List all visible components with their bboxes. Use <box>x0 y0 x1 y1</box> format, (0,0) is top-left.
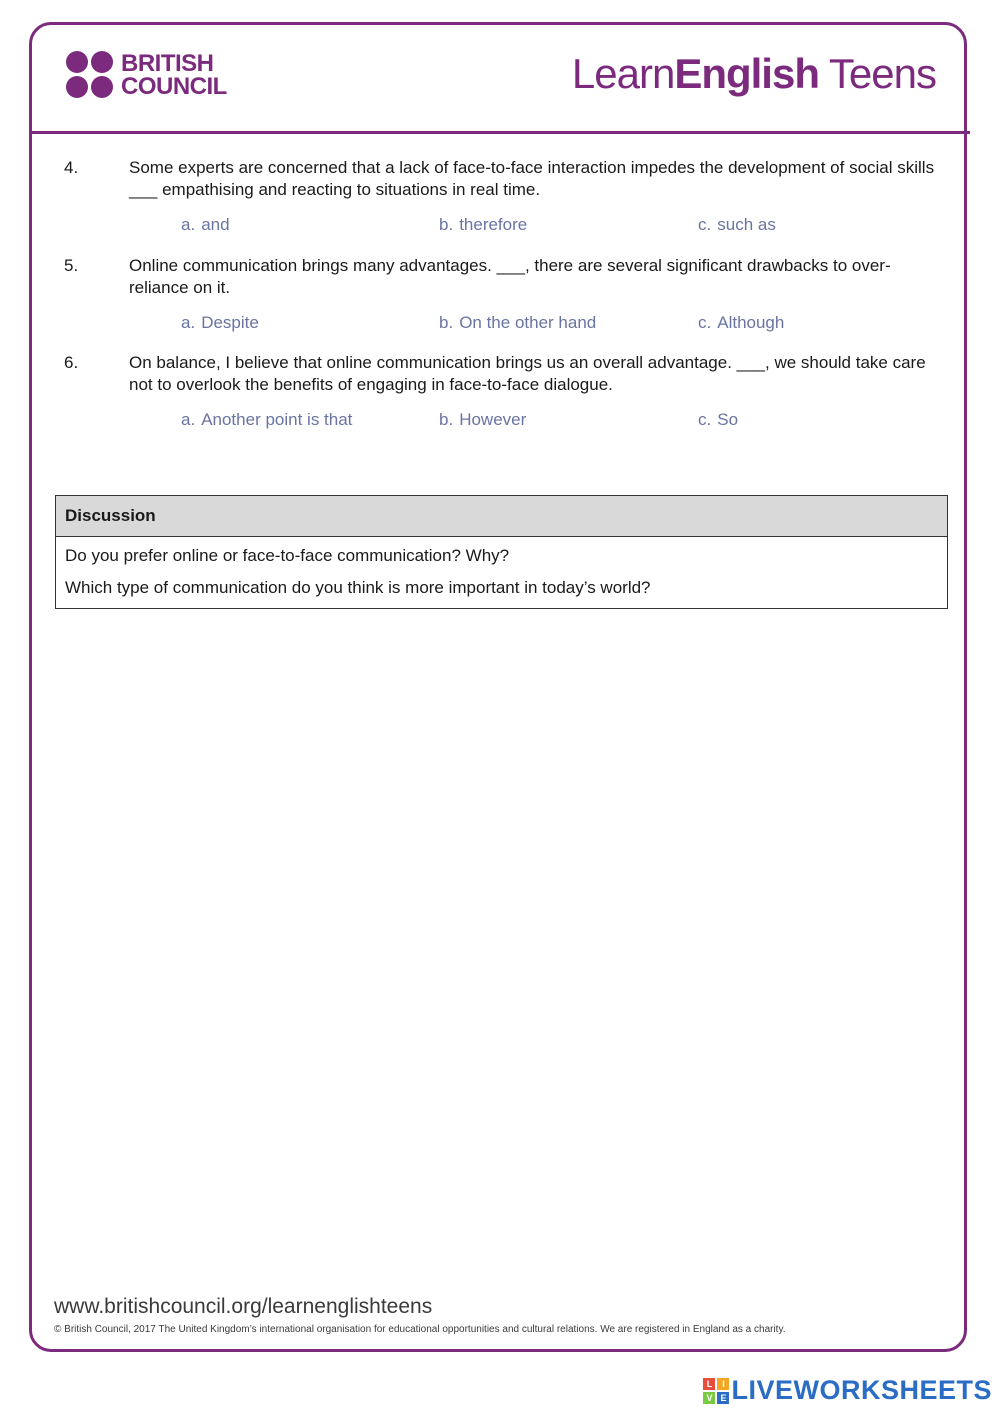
question-text: Online communication brings many advantages. ___, there are several significant drawbacks to over-reliance on it. <box>129 256 891 297</box>
liveworksheets-text: LIVEWORKSHEETS <box>731 1375 992 1405</box>
british-council-logo <box>66 51 227 98</box>
option-b[interactable]: b. therefore <box>439 215 528 234</box>
option-b[interactable]: b. On the other hand <box>439 313 597 332</box>
header-divider <box>30 131 970 134</box>
question-text: Some experts are concerned that a lack of face-to-face interaction impedes the development of social skills ___ empathising and reacting to situations in real time. <box>129 158 935 199</box>
liveworksheets-watermark <box>703 1375 992 1406</box>
question-number: 6. <box>64 353 79 372</box>
option-c[interactable]: c. such as <box>698 215 776 234</box>
question-6 <box>64 352 944 395</box>
discussion-heading: Discussion <box>56 496 947 537</box>
org-name-line1: BRITISH <box>121 49 214 77</box>
option-a[interactable]: a. Another point is that <box>181 410 353 429</box>
option-a[interactable]: a. and <box>181 215 230 234</box>
option-a[interactable]: a. Despite <box>181 313 259 332</box>
brand-learn: Learn <box>571 50 675 97</box>
option-c[interactable]: c. Although <box>698 313 785 332</box>
footer-copyright: © British Council, 2017 The United Kingdom’s international organisation for educational opportunities and cultural relations. We are registered in England as a charity. <box>54 1324 786 1335</box>
footer-url[interactable]: www.britishcouncil.org/learnenglishteens <box>54 1295 433 1318</box>
brand-english: English <box>674 50 819 97</box>
british-council-dots-icon <box>66 51 113 98</box>
question-4 <box>64 157 944 200</box>
org-name-line2: COUNCIL <box>121 72 227 100</box>
question-number: 5. <box>64 256 79 275</box>
liveworksheets-icon: L I V E <box>703 1378 729 1404</box>
question-number: 4. <box>64 158 79 177</box>
brand-teens: Teens <box>828 50 936 97</box>
learnenglish-teens-logo <box>572 50 936 98</box>
discussion-prompt: Do you prefer online or face-to-face communication? Why? <box>65 546 510 565</box>
question-text: On balance, I believe that online communication brings us an overall advantage. ___, we should take care not to overlook the benefits of engaging in face-to-face dialogue. <box>129 353 926 394</box>
question-5 <box>64 255 944 298</box>
discussion-prompt: Which type of communication do you think is more important in today’s world? <box>65 578 651 597</box>
discussion-box <box>55 495 948 609</box>
option-c[interactable]: c. So <box>698 410 739 429</box>
option-b[interactable]: b. However <box>439 410 527 429</box>
